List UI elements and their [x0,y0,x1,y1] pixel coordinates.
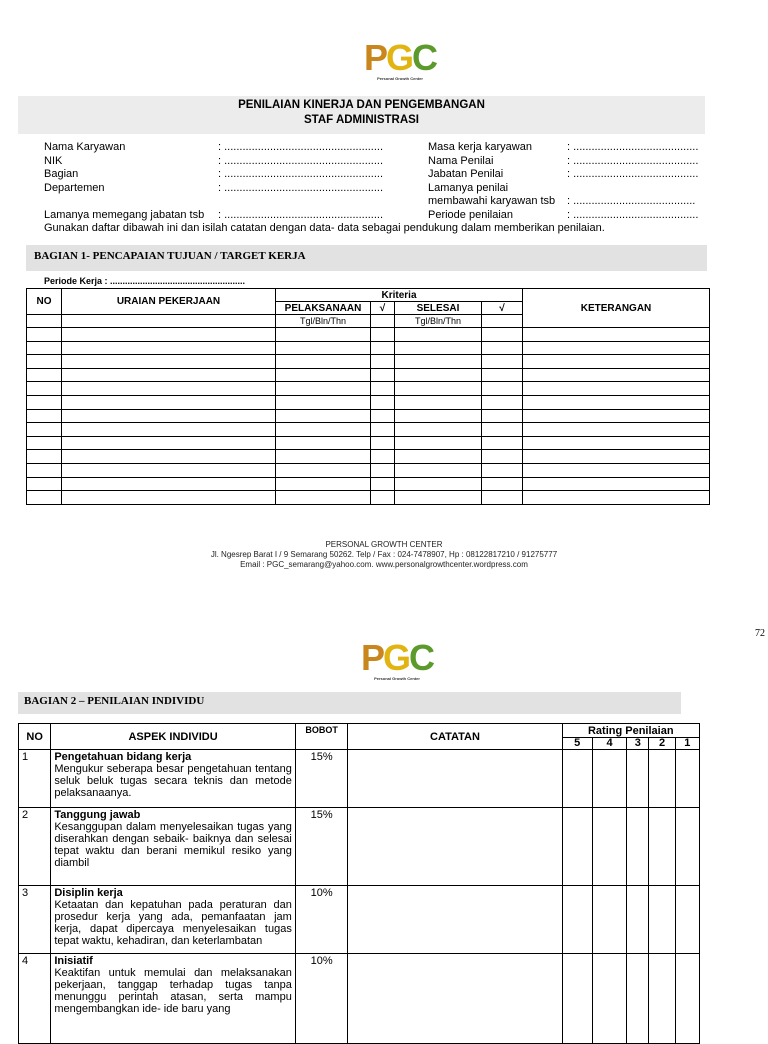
table-cell[interactable] [482,463,523,477]
table-cell[interactable] [523,477,710,491]
catatan-cell[interactable] [348,886,562,954]
table-cell[interactable] [395,355,482,369]
table-cell[interactable] [482,491,523,505]
table-cell[interactable] [395,491,482,505]
table-cell[interactable] [62,491,276,505]
aspect-title: Tanggung jawab [54,809,141,821]
score-header-2: 2 [649,738,675,750]
periode-kerja[interactable]: Periode Kerja : ...................................................... [44,276,246,286]
aspect-row [19,750,700,808]
table-cell[interactable] [523,463,710,477]
table-cell[interactable] [27,395,62,409]
target-kerja-table [26,288,710,505]
info-row: Bagian : .................................................... [44,168,384,180]
catatan-cell[interactable] [348,954,562,1044]
table-cell[interactable] [482,355,523,369]
title-line-2: STAF ADMINISTRASI [304,114,419,126]
table-cell[interactable] [523,409,710,423]
aspect-description: Ketaatan dan kepatuhan pada peraturan dan prosedur kerja yang ada, pemanfaatan jam kerja, dapat dipercaya menyelesaikan tugas tepat waktu, kehadiran, dan keterlambatan [54,899,292,947]
table-cell[interactable] [62,341,276,355]
table-cell[interactable] [276,477,371,491]
logo-tagline: Personal Growth Center [377,76,423,81]
table-cell[interactable] [276,463,371,477]
table-cell[interactable] [276,382,371,396]
logo-letter-g: G [383,637,410,678]
col-tgl-2: Tgl/Bln/Thn [395,315,482,328]
table-cell[interactable] [276,450,371,464]
rating-cell-4[interactable] [592,808,626,886]
table-cell[interactable] [482,450,523,464]
table-cell[interactable] [523,341,710,355]
table-row [27,423,710,437]
table-cell[interactable] [371,341,395,355]
score-header-4: 4 [592,738,626,750]
table-cell[interactable] [371,491,395,505]
rating-cell-1[interactable] [675,750,699,808]
table-row [27,491,710,505]
table-cell[interactable] [62,368,276,382]
table-row [27,395,710,409]
table-cell[interactable] [395,395,482,409]
table-cell[interactable] [62,395,276,409]
table-cell[interactable] [27,436,62,450]
info-row: Lamanya memegang jabatan tsb : .................................................... [44,208,384,221]
col-no: NO [27,289,62,315]
col-catatan: CATATAN [348,724,562,750]
jabatan-penilai-field[interactable]: : ......................................... [567,168,699,180]
info-row: Jabatan Penilai : ......................................... [428,168,699,180]
cell-empty [62,315,276,328]
table-cell[interactable] [523,368,710,382]
rating-cell-1[interactable] [675,886,699,954]
lama-jabatan-field[interactable]: : .................................................... [218,208,384,221]
info-row: membawahi karyawan tsb : ........................................ [428,195,696,207]
table-cell[interactable] [27,355,62,369]
rating-cell-3[interactable] [627,954,649,1044]
table-cell[interactable] [395,341,482,355]
aspect-row [19,954,700,1044]
table-row [27,463,710,477]
table-cell[interactable] [482,382,523,396]
table-cell[interactable] [523,382,710,396]
aspect-cell [51,886,296,954]
rating-cell-2[interactable] [649,886,675,954]
table-cell[interactable] [27,463,62,477]
col-keterangan: KETERANGAN [523,289,710,328]
cell-empty [482,315,523,328]
table-cell[interactable] [523,450,710,464]
table-cell[interactable] [27,341,62,355]
info-row: Nama Penilai : ......................................... [428,154,699,167]
instruction-text: Gunakan daftar dibawah ini dan isilah catatan dengan data- data sebagai pendukung dalam memberikan penilaian. [44,222,605,234]
info-row: Nama Karyawan : .................................................... [44,141,384,153]
aspect-title: Pengetahuan bidang kerja [54,751,192,763]
table-cell[interactable] [482,395,523,409]
table-cell[interactable] [371,368,395,382]
table-cell[interactable] [523,395,710,409]
footer-contact: Email : PGC_semarang@yahoo.com. www.personalgrowthcenter.wordpress.com [240,560,528,569]
pgc-logo [355,37,445,81]
masa-kerja-field[interactable]: : ......................................... [567,141,699,153]
col-bobot: BOBOT [295,724,348,750]
aspect-bobot: 10% [295,954,348,1044]
table-cell[interactable] [276,423,371,437]
aspect-cell [51,954,296,1044]
rating-cell-4[interactable] [592,750,626,808]
footer-org: PERSONAL GROWTH CENTER [325,540,443,549]
table-cell[interactable] [482,423,523,437]
table-cell[interactable] [276,355,371,369]
logo-letter-c: C [412,37,437,78]
aspect-no: 4 [19,954,51,1044]
logo-letter-g: G [386,37,413,78]
rating-cell-2[interactable] [649,750,675,808]
col-kriteria: Kriteria [276,289,523,302]
info-row: Periode penilaian : ......................................... [428,208,699,221]
aspect-bobot: 15% [295,808,348,886]
col-selesai: SELESAI [395,302,482,315]
section-1-title: BAGIAN 1- PENCAPAIAN TUJUAN / TARGET KERJA [26,245,707,271]
table-cell[interactable] [27,477,62,491]
score-header-5: 5 [562,738,592,750]
table-cell[interactable] [523,436,710,450]
info-row: NIK : .................................................... [44,154,384,167]
rating-cell-3[interactable] [627,750,649,808]
table-cell[interactable] [62,355,276,369]
table-cell[interactable] [62,477,276,491]
col-tgl-1: Tgl/Bln/Thn [276,315,371,328]
table-cell[interactable] [371,477,395,491]
aspect-no: 2 [19,808,51,886]
table-cell[interactable] [62,409,276,423]
rating-cell-2[interactable] [649,954,675,1044]
col-no: NO [19,724,51,750]
table-cell[interactable] [27,368,62,382]
info-row: Lamanya penilai [428,181,509,194]
table-cell[interactable] [276,409,371,423]
table-cell[interactable] [371,328,395,342]
aspect-cell [51,750,296,808]
aspect-bobot: 10% [295,886,348,954]
table-cell[interactable] [27,491,62,505]
table-row [27,477,710,491]
rating-cell-1[interactable] [675,808,699,886]
table-cell[interactable] [482,477,523,491]
penilaian-individu-table [18,723,700,1044]
logo-letter-p: P [360,637,383,678]
table-cell[interactable] [371,409,395,423]
title-line-1: PENILAIAN KINERJA DAN PENGEMBANGAN [238,99,485,111]
table-cell[interactable] [482,328,523,342]
table-cell[interactable] [395,368,482,382]
col-pelaksanaan: PELAKSANAAN [276,302,371,315]
table-cell[interactable] [371,355,395,369]
catatan-cell[interactable] [348,808,562,886]
aspect-title: Inisiatif [54,955,93,967]
table-cell[interactable] [482,368,523,382]
rating-cell-4[interactable] [592,954,626,1044]
table-cell[interactable] [395,328,482,342]
table-cell[interactable] [27,382,62,396]
bagian-field[interactable]: : .................................................... [218,168,384,180]
table-cell[interactable] [523,491,710,505]
col-uraian: URAIAN PEKERJAAN [62,289,276,315]
table-cell[interactable] [482,341,523,355]
info-row: Departemen : .................................................... [44,181,384,194]
col-check-2: √ [482,302,523,315]
table-cell[interactable] [62,450,276,464]
aspect-bobot: 15% [295,750,348,808]
aspect-row [19,808,700,886]
aspect-description: Mengukur seberapa besar pengetahuan tentang seluk beluk tugas secara teknis dan metode pelaksanaanya. [54,763,292,799]
table-cell[interactable] [27,328,62,342]
table-cell[interactable] [482,409,523,423]
lama-penilai-field[interactable]: : ........................................ [567,195,696,207]
table-cell[interactable] [395,436,482,450]
table-cell[interactable] [523,423,710,437]
aspect-title: Disiplin kerja [54,887,123,899]
table-cell[interactable] [276,436,371,450]
nik-field[interactable]: : .................................................... [218,154,384,167]
score-header-3: 3 [627,738,649,750]
cell-empty [27,315,62,328]
table-cell[interactable] [395,423,482,437]
table-row [27,341,710,355]
employee-info-left [44,141,404,222]
nama-penilai-field[interactable]: : ......................................... [567,154,699,167]
pgc-logo-2 [352,637,442,681]
table-cell[interactable] [482,436,523,450]
col-check-1: √ [371,302,395,315]
logo-tagline: Personal Growth Center [374,676,420,681]
table-row [27,328,710,342]
table-cell[interactable] [62,436,276,450]
table-cell[interactable] [371,450,395,464]
nama-karyawan-field[interactable]: : .................................................... [218,141,384,153]
rating-cell-3[interactable] [627,808,649,886]
aspect-description: Kesanggupan dalam menyelesaikan tugas yang diserahkan dengan sebaik- baiknya dan selesai tepat waktu dan berani memikul resiko yang diambil [54,821,292,869]
rating-cell-1[interactable] [675,954,699,1044]
table-row [27,436,710,450]
table-cell[interactable] [371,382,395,396]
departemen-field[interactable]: : .................................................... [218,181,384,194]
rating-cell-5[interactable] [562,954,592,1044]
aspect-row [19,886,700,954]
rating-cell-3[interactable] [627,886,649,954]
page-number: 72 [755,628,765,639]
table-row [27,409,710,423]
table-cell[interactable] [523,355,710,369]
table-cell[interactable] [276,341,371,355]
table-cell[interactable] [62,423,276,437]
rating-cell-2[interactable] [649,808,675,886]
catatan-cell[interactable] [348,750,562,808]
table-cell[interactable] [276,491,371,505]
table-cell[interactable] [276,395,371,409]
employee-info-right [428,141,728,222]
rating-cell-5[interactable] [562,808,592,886]
col-rating: Rating Penilaian [562,724,699,738]
info-row: Masa kerja karyawan : ......................................... [428,141,699,153]
col-aspek: ASPEK INDIVIDU [51,724,296,750]
rating-cell-4[interactable] [592,886,626,954]
footer-address: Jl. Ngesrep Barat I / 9 Semarang 50262. Telp / Fax : 024-7478907, Hp : 08122817210 / 91275777 [210,550,558,559]
aspect-cell [51,808,296,886]
aspect-no: 1 [19,750,51,808]
table-cell[interactable] [27,423,62,437]
table-cell[interactable] [395,409,482,423]
table-cell[interactable] [395,450,482,464]
table-cell[interactable] [371,395,395,409]
table-cell[interactable] [27,450,62,464]
table-cell[interactable] [395,463,482,477]
periode-penilaian-field[interactable]: : ......................................... [567,208,699,221]
table-cell[interactable] [62,463,276,477]
table-cell[interactable] [371,423,395,437]
table-row [27,368,710,382]
table-row [27,450,710,464]
aspect-no: 3 [19,886,51,954]
table-row [27,355,710,369]
aspect-description: Keaktifan untuk memulai dan melaksanakan pekerjaan, tanggap terhadap tugas tanpa menunggu perintah atasan, serta mampu mengembangkan ide- ide baru yang [54,967,292,1015]
table-cell[interactable] [276,368,371,382]
cell-empty [371,315,395,328]
score-header-1: 1 [675,738,699,750]
table-cell[interactable] [523,328,710,342]
table-cell[interactable] [395,382,482,396]
table-row [27,382,710,396]
logo-letter-c: C [409,637,434,678]
logo-letter-p: P [363,37,386,78]
section-2-title: BAGIAN 2 – PENILAIAN INDIVIDU [18,692,681,714]
table-cell[interactable] [62,382,276,396]
info-row [44,195,404,209]
table-cell[interactable] [395,477,482,491]
table-cell[interactable] [371,463,395,477]
footer [0,540,768,570]
rating-cell-5[interactable] [562,750,592,808]
table-cell[interactable] [27,409,62,423]
table-cell[interactable] [62,328,276,342]
rating-cell-5[interactable] [562,886,592,954]
form-title [18,96,705,134]
table-cell[interactable] [276,328,371,342]
table-cell[interactable] [371,436,395,450]
